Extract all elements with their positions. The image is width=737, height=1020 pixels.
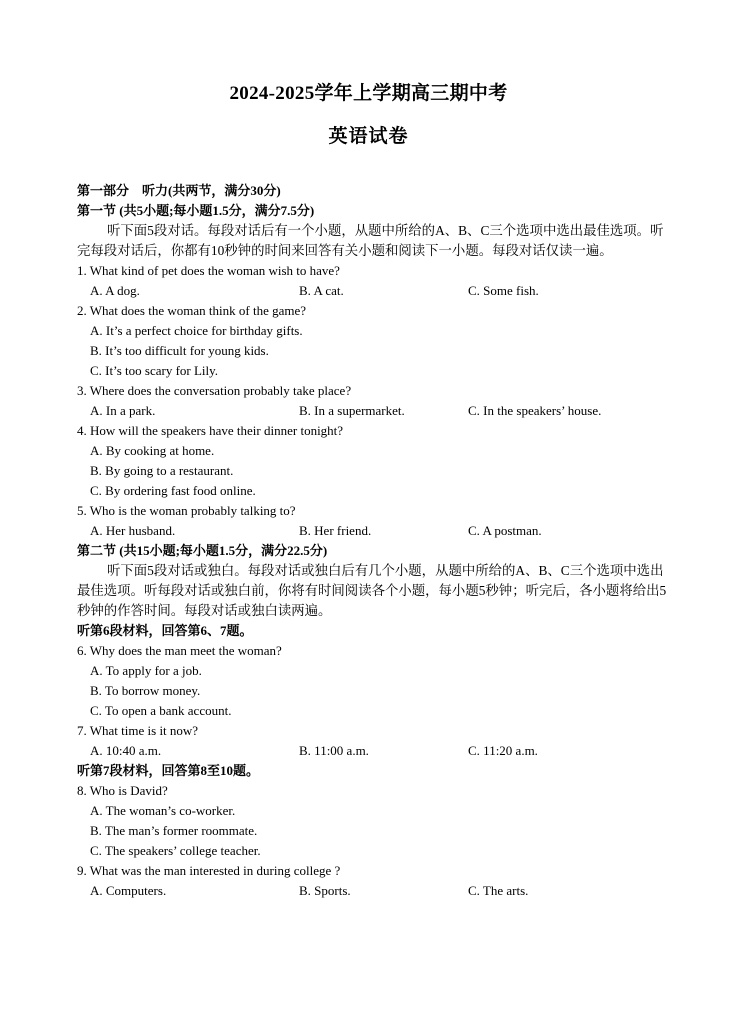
option-c: C. The speakers’ college teacher.	[90, 843, 261, 858]
option-c: C. By ordering fast food online.	[90, 483, 256, 498]
option-a: A. In a park.	[90, 403, 156, 418]
option-b: B. Sports.	[299, 883, 351, 898]
option-b: B. It’s too difficult for young kids.	[90, 343, 269, 358]
question-3-options	[77, 401, 667, 421]
question-3: 3. Where does the conversation probably take place?	[77, 383, 352, 398]
question-7-options	[77, 741, 667, 761]
question-1-options	[77, 281, 667, 301]
option-c: C. To open a bank account.	[90, 703, 232, 718]
material-7-heading: 听第7段材料，回答第8至10题。	[77, 763, 260, 778]
question-5: 5. Who is the woman probably talking to?	[77, 503, 296, 518]
section2-instructions: 听下面5段对话或独白。每段对话或独白后有几个小题，从题中所给的A、B、C三个选项中选出最佳选项。听每段对话或独白前，你将有时间阅读各个小题，每小题5秒钟；听完后，各小题将给出5秒钟的作答时间。每段对话或独白读两遍。	[77, 563, 667, 618]
option-b: B. By going to a restaurant.	[90, 463, 234, 478]
option-c: C. In the speakers’ house.	[468, 403, 602, 418]
option-a: A. It’s a perfect choice for birthday gifts.	[90, 323, 303, 338]
question-7: 7. What time is it now?	[77, 723, 199, 738]
option-a: A. The woman’s co-worker.	[90, 803, 236, 818]
question-9-options	[77, 881, 667, 901]
section1-heading: 第一节 (共5小题;每小题1.5分，满分7.5分)	[77, 203, 315, 218]
question-1: 1. What kind of pet does the woman wish to have?	[77, 263, 340, 278]
exam-title: 2024-2025学年上学期高三期中考	[229, 83, 508, 104]
option-b: B. To borrow money.	[90, 683, 201, 698]
option-b: B. The man’s former roommate.	[90, 823, 258, 838]
option-c: C. A postman.	[468, 523, 542, 538]
option-b: B. 11:00 a.m.	[299, 743, 369, 758]
section2-heading: 第二节 (共15小题;每小题1.5分，满分22.5分)	[77, 543, 328, 558]
exam-content	[77, 181, 667, 901]
part1-heading: 第一部分 听力(共两节，满分30分)	[77, 183, 281, 198]
option-a: A. Computers.	[90, 883, 167, 898]
option-a: A. Her husband.	[90, 523, 176, 538]
question-2: 2. What does the woman think of the game?	[77, 303, 307, 318]
option-b: B. Her friend.	[299, 523, 372, 538]
section1-instructions: 听下面5段对话。每段对话后有一个小题，从题中所给的A、B、C三个选项中选出最佳选项。听完每段对话后，你都有10秒钟的时间来回答有关小题和阅读下一小题。每段对话仅读一遍。	[77, 223, 664, 258]
exam-subtitle: 英语试卷	[328, 126, 409, 147]
option-a: A. To apply for a job.	[90, 663, 202, 678]
option-c: C. Some fish.	[468, 283, 539, 298]
option-c: C. The arts.	[468, 883, 529, 898]
option-c: C. 11:20 a.m.	[468, 743, 538, 758]
option-b: B. A cat.	[299, 283, 344, 298]
option-c: C. It’s too scary for Lily.	[90, 363, 219, 378]
question-8: 8. Who is David?	[77, 783, 168, 798]
question-5-options	[77, 521, 667, 541]
material-6-heading: 听第6段材料，回答第6、7题。	[77, 623, 253, 638]
question-9: 9. What was the man interested in during college ?	[77, 863, 341, 878]
option-a: A. A dog.	[90, 283, 140, 298]
option-a: A. 10:40 a.m.	[90, 743, 162, 758]
question-6: 6. Why does the man meet the woman?	[77, 643, 282, 658]
question-4: 4. How will the speakers have their dinner tonight?	[77, 423, 344, 438]
option-a: A. By cooking at home.	[90, 443, 215, 458]
option-b: B. In a supermarket.	[299, 403, 405, 418]
